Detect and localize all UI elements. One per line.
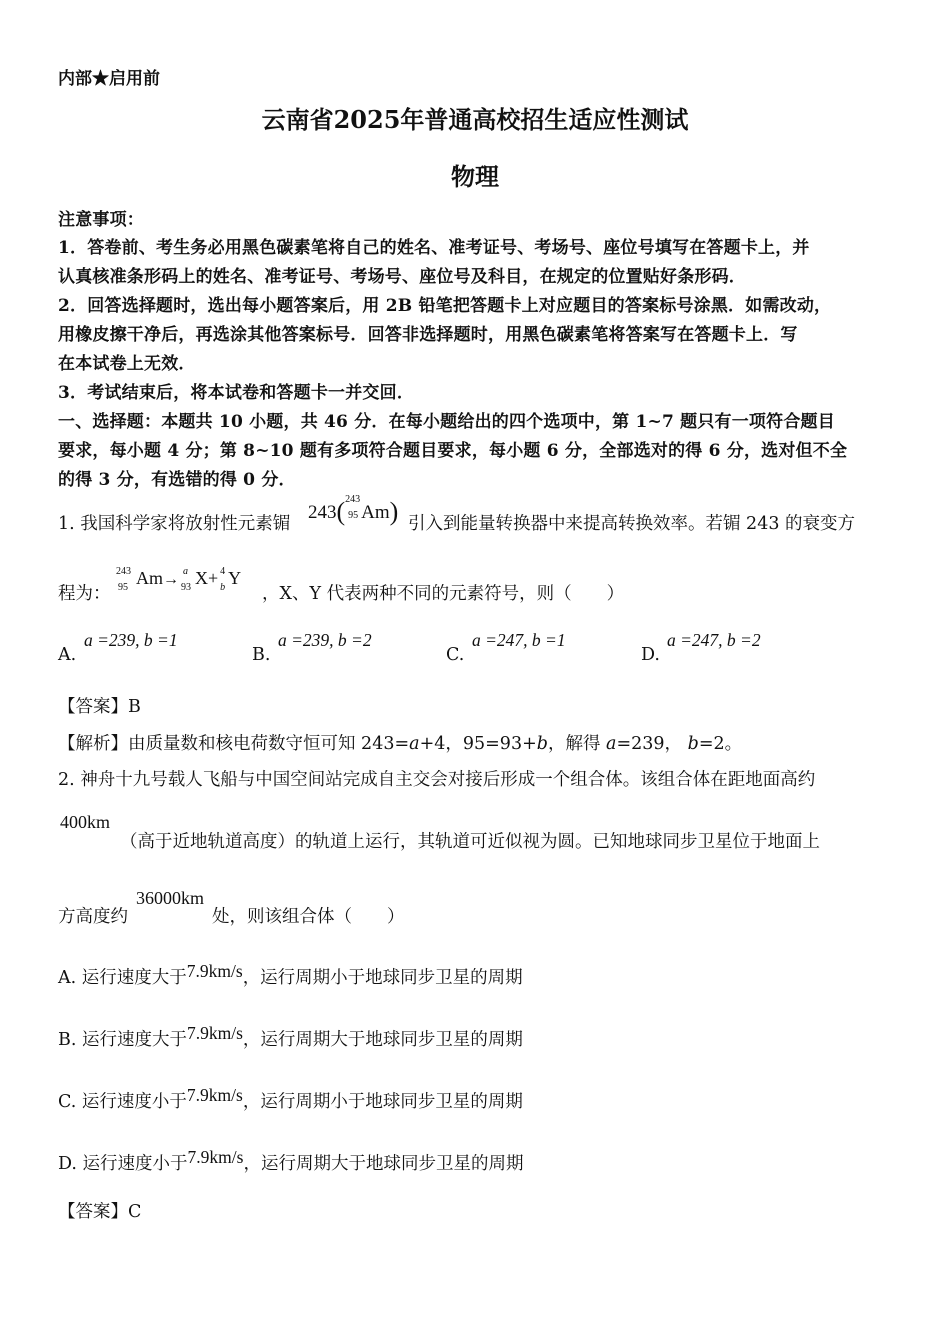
q2-line2: （高于近地轨道高度）的轨道上运行，其轨道可近似视为圆。已知地球同步卫星位于地面上 [120, 832, 820, 852]
q1-option-d-math[interactable]: a =247, b =2 [667, 630, 761, 650]
q1-answer: 【答案】B [58, 697, 141, 717]
q1-option-c-math[interactable]: a =247, b =1 [472, 630, 566, 650]
section-instructions: 的得 3 分，有选错的得 0 分． [58, 470, 296, 490]
q2-line3: 方高度约 [58, 907, 128, 927]
q1-line1: 1. 我国科学家将放射性元素镅 [58, 514, 291, 534]
q2-option-d[interactable]: D. 运行速度小于7.9km/s，运行周期大于地球同步卫星的周期 [58, 1147, 524, 1174]
page-title: 云南省2025年普通高校招生适应性测试 [261, 105, 689, 134]
q1-analysis: 【解析】由质量数和核电荷数守恒可知 243=a+4，95=93+b，解得 a=239， b=2。 [58, 734, 743, 754]
q1-option-b-math[interactable]: a =239, b =2 [278, 630, 372, 650]
q2-answer: 【答案】C [58, 1202, 142, 1222]
section-instructions: 要求，每小题 4 分；第 8~10 题有多项符合题目要求，每小题 6 分，全部选对的得 6 分，选对但不全 [58, 441, 848, 461]
q1-decay-equation: 243 95 Am→ a 93 X+ 4 b Y [116, 566, 242, 593]
q1-nuclide: 243( 243 95 Am) [308, 494, 399, 526]
section-instructions: 一、选择题：本题共 10 小题，共 46 分．在每小题给出的四个选项中，第 1~7 题只有一项符合题目 [58, 412, 835, 432]
q1-option-a-label[interactable]: A. [58, 645, 77, 665]
q2-option-a[interactable]: A. 运行速度大于7.9km/s，运行周期小于地球同步卫星的周期 [58, 961, 523, 988]
notice-heading: 注意事项： [58, 210, 144, 230]
q1-option-a-math[interactable]: a =239, b =1 [84, 630, 178, 650]
notice-line: 3．考试结束后，将本试卷和答题卡一并交回． [58, 383, 415, 403]
q1-line2-cont: ，X、Y 代表两种不同的元素符号，则（ ） [262, 584, 625, 604]
q1-line1-cont: 引入到能量转换器中来提高转换效率。若镅 243 的衰变方 [408, 514, 856, 534]
q2-height-36000: 36000km [136, 888, 205, 908]
notice-line: 在本试卷上无效． [58, 354, 196, 374]
q2-line3-cont: 处，则该组合体（ ） [212, 907, 405, 927]
q2-line1: 2. 神舟十九号载人飞船与中国空间站完成自主交会对接后形成一个组合体。该组合体在距地面高约 [58, 770, 816, 790]
q1-line2: 程为： [58, 584, 111, 604]
notice-line: 认真核准条形码上的姓名、准考证号、考场号、座位号及科目，在规定的位置贴好条形码． [58, 267, 746, 287]
notice-line: 2．回答选择题时，选出每小题答案后，用 2B 铅笔把答题卡上对应题目的答案标号涂黑．如需改动， [58, 296, 832, 316]
confidential-tag: 内部★启用前 [58, 69, 160, 89]
notice-line: 1．答卷前、考生务必用黑色碳素笔将自己的姓名、准考证号、考场号、座位号填写在答题卡上，并 [58, 238, 810, 258]
notice-line: 用橡皮擦干净后，再选涂其他答案标号．回答非选择题时，用黑色碳素笔将答案写在答题卡上．写 [58, 325, 798, 345]
q1-option-c-label[interactable]: C. [446, 645, 465, 665]
q2-option-c[interactable]: C. 运行速度小于7.9km/s，运行周期小于地球同步卫星的周期 [58, 1085, 523, 1112]
q1-option-b-label[interactable]: B. [252, 645, 271, 665]
subject-title: 物理 [451, 162, 499, 191]
q2-height-400: 400km [60, 812, 111, 832]
q1-option-d-label[interactable]: D. [641, 645, 660, 665]
q2-option-b[interactable]: B. 运行速度大于7.9km/s，运行周期大于地球同步卫星的周期 [58, 1023, 523, 1050]
